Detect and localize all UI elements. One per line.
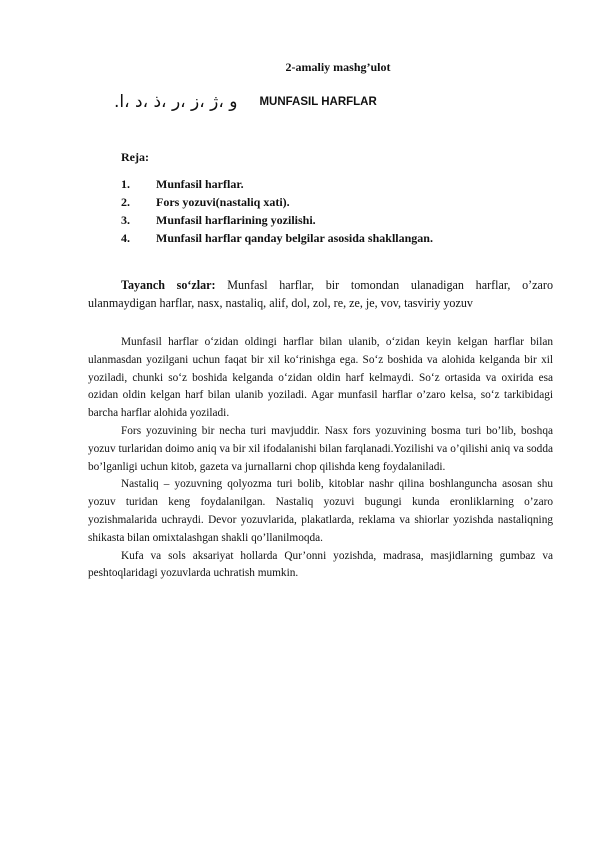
- plan-item: [121, 193, 541, 211]
- plan-item-text: Munfasil harflarining yozilishi.: [156, 213, 316, 227]
- letters-heading: [114, 90, 534, 114]
- plan-item-number: 3.: [121, 213, 130, 227]
- paragraph: Fors yozuvining bir necha turi mavjuddir. Nasx fors yozuvining bosma turi bo’lib, boshqa yozuv turlaridan doimo aniq va bir xil ifodalanishi bilan farqlanadi.Yozilishi va o’qilishi aniq va sodda bo’lganligi uchun kitob, gazeta va jurnallarni chop qilishda keng foydalaniladi.: [88, 424, 553, 473]
- plan-item-number: 1.: [121, 177, 130, 191]
- plan-item-text: Munfasil harflar qanday belgilar asosida shakllangan.: [156, 231, 433, 245]
- plan-label: Reja:: [121, 150, 149, 164]
- plan-item-number: 4.: [121, 231, 130, 245]
- body-text: [88, 276, 553, 583]
- paragraph: Munfasil harflar o‘zidan oldingi harflar bilan ulanib, o‘zidan keyin kelgan harflar bilan ulanmasdan yozilgani uchun faqat bir xil ko‘rinishga ega. So‘z boshida va alohida kelganda bir xil yoziladi, chunki so‘z boshida kelganda o‘zidan oldin harf kelmaydi. So‘z ortasida va oxirida esa ozidan oldin kelgan harf bilan ulanib yoziladi. Agar munfasil harflar o’zaro kelsa, so‘z tarkibidagi barcha harflar alohida yoziladi.: [88, 336, 553, 420]
- plan-item: [121, 211, 541, 229]
- paragraph: Nastaliq – yozuvning qolyozma turi bolib, kitoblar nashr qilina boshlanguncha asosan shu yozuv turidan keng foydalanilgan. Nastaliq yozuvi bugungi kunda eronliklarning o’zaro yozishmalarida uchraydi. Devor yozuvlarida, plakatlarda, reklama va shiorlar yozishda nastaliqning shikasta bilan omixtalashgan shakli qo’llanilmoqda.: [88, 478, 553, 544]
- plan-item-number: 2.: [121, 195, 130, 209]
- plan-item-text: Munfasil harflar.: [156, 177, 244, 191]
- plan-item: [121, 175, 541, 193]
- plan-item-text: Fors yozuvi(nastaliq xati).: [156, 195, 290, 209]
- plan-list: [121, 175, 541, 247]
- arabic-letters: و ،ژ ،ز ،ر ،ذ ،د ،ا.: [114, 92, 238, 112]
- plan-item: [121, 229, 541, 247]
- keywords-paragraph: [88, 276, 553, 312]
- page-title: 2-amaliy mashg’ulot: [285, 60, 391, 74]
- keywords-text: Munfasl harflar, bir tomondan ulanadigan harflar, o’zaro ulanmaydigan harflar, nasx, nastaliq, alif, dol, zol, re, ze, je, vov, tasviriy yozuv: [88, 278, 553, 310]
- section-title: MUNFASIL HARFLAR: [259, 96, 377, 108]
- paragraph: Kufa va sols aksariyat hollarda Qur’onni yozishda, madrasa, masjidlarning gumbaz va peshtoqlaridagi yozuvlarda uchratish mumkin.: [88, 549, 553, 580]
- keywords-label: Tayanch so‘zlar:: [121, 278, 216, 292]
